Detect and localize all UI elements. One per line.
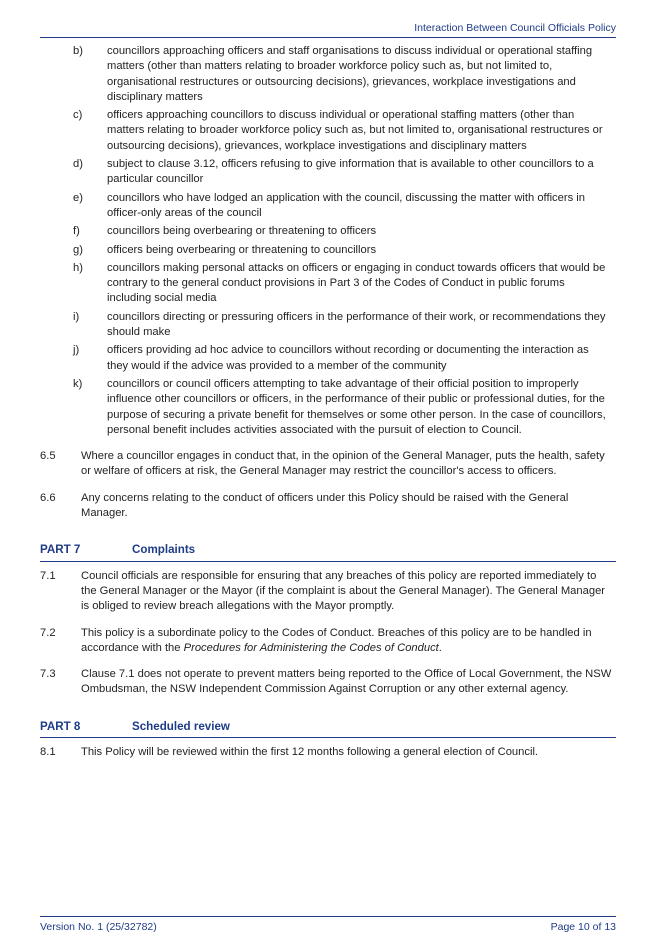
list-item-marker: b) — [73, 45, 83, 57]
list-item — [40, 343, 616, 374]
lettered-sub-list — [40, 44, 616, 438]
part-title: Complaints — [132, 543, 196, 557]
list-item — [40, 44, 616, 105]
clause-7-2 — [40, 626, 616, 657]
list-item-marker: h) — [73, 261, 83, 274]
page-footer — [40, 916, 616, 933]
list-item-text: officers providing ad hoc advice to councillors without recording or documenting the interaction as they would if the advice was provided to a member of the community — [107, 344, 589, 372]
list-item — [40, 377, 616, 438]
header-title: Interaction Between Council Officials Policy — [414, 22, 616, 34]
list-item-text: subject to clause 3.12, officers refusing to give information that is available to other councillors to a particular councillor — [107, 158, 594, 186]
list-item-text: councillors directing or pressuring officers in the performance of their work, or recommendations they should make — [107, 310, 606, 339]
list-item — [40, 224, 616, 239]
list-item-marker: d) — [73, 158, 83, 171]
list-item-marker: c) — [73, 109, 83, 122]
clause-6-5 — [40, 449, 616, 480]
list-item-marker: i) — [73, 310, 80, 323]
list-item — [40, 157, 616, 188]
clause-8-1 — [40, 745, 616, 760]
list-item — [40, 261, 616, 307]
clause-7-3 — [40, 667, 616, 698]
part-7-heading — [40, 542, 616, 561]
list-item-marker: j) — [73, 344, 80, 357]
list-item — [40, 243, 616, 258]
clause-number: 8.1 — [40, 745, 56, 758]
clause-number: 7.1 — [40, 569, 56, 582]
clause-6-6 — [40, 491, 616, 522]
list-item — [40, 191, 616, 222]
clause-text: Where a councillor engages in conduct that, in the opinion of the General Manager, puts the health, safety or welfare of officers at risk, the General Manager may restrict the councillor's access to officers. — [81, 450, 605, 478]
clause-text: Any concerns relating to the conduct of officers under this Policy should be raised with the General Manager. — [81, 491, 569, 520]
clause-7-1 — [40, 569, 616, 615]
list-item-text: councillors or council officers attempting to take advantage of their official position to improperly influence other councillors or officers, in the performance of their public or professional duties, for the purpose of securing a private benefit for themselves or some other person. In the case of councillors, personal benefit includes activities associated with the pursuit of election to Council. — [107, 377, 606, 436]
footer-page-number: Page 10 of 13 — [550, 921, 616, 933]
list-item-text: councillors approaching officers and staff organisations to discuss individual or operational staffing matters (other than matters relating to broader workforce policy such as, but not limited to, organisational restructures or outsourcing decisions), grievances, workplace investigations and disciplinary matters — [107, 45, 593, 103]
list-item-marker: e) — [73, 191, 83, 204]
list-item-text: officers being overbearing or threatening to councillors — [107, 243, 377, 256]
list-item-text: councillors who have lodged an application with the council, discussing the matter with officers in officer-only areas of the council — [107, 191, 586, 219]
clause-text-before: This policy is a subordinate policy to the Codes of Conduct. Breaches of this policy are to be handled in accordance with the — [81, 626, 592, 654]
clause-number: 7.2 — [40, 626, 56, 639]
list-item — [40, 310, 616, 341]
clause-text: Council officials are responsible for ensuring that any breaches of this policy are reported immediately to the General Manager or the Mayor (if the complaint is about the General Manager). The General Manager is obliged to review breach allegations with the Mayor promptly. — [81, 569, 606, 613]
list-item-text: councillors making personal attacks on officers or engaging in conduct towards officers that would be contrary to the general conduct provisions in Part 3 of the Codes of Conduct in public forums including social media — [107, 261, 606, 305]
list-item-marker: g) — [73, 243, 83, 256]
part-title: Scheduled review — [132, 719, 230, 733]
clause-text — [81, 626, 616, 657]
clause-number: 7.3 — [40, 668, 56, 681]
list-item-marker: f) — [73, 225, 80, 238]
part-label: PART 7 — [40, 543, 81, 557]
clause-text-after: . — [438, 641, 442, 654]
clause-text-italic: Procedures for Administering the Codes of Conduct — [183, 641, 439, 654]
footer-version: Version No. 1 (25/32782) — [40, 921, 157, 933]
page-header — [40, 22, 616, 38]
part-label: PART 8 — [40, 719, 81, 733]
list-item — [40, 108, 616, 154]
list-item-text: councillors being overbearing or threatening to officers — [107, 225, 377, 238]
clause-text: This Policy will be reviewed within the first 12 months following a general election of Council. — [81, 745, 539, 758]
list-item-text: officers approaching councillors to discuss individual or operational staffing matters (other than matters relating to broader workforce policy such as, but not limited to, organisational restructures or outsourcing decisions), grievances, workplace investigations and disciplinary matters — [107, 109, 603, 152]
clause-number: 6.5 — [40, 450, 56, 463]
page-content — [40, 44, 616, 760]
clause-text: Clause 7.1 does not operate to prevent matters being reported to the Office of Local Government, the NSW Ombudsman, the NSW Independent Commission Against Corruption or any other external agency. — [81, 668, 612, 696]
list-item-marker: k) — [73, 377, 83, 390]
clause-number: 6.6 — [40, 491, 56, 504]
part-8-heading — [40, 719, 616, 738]
